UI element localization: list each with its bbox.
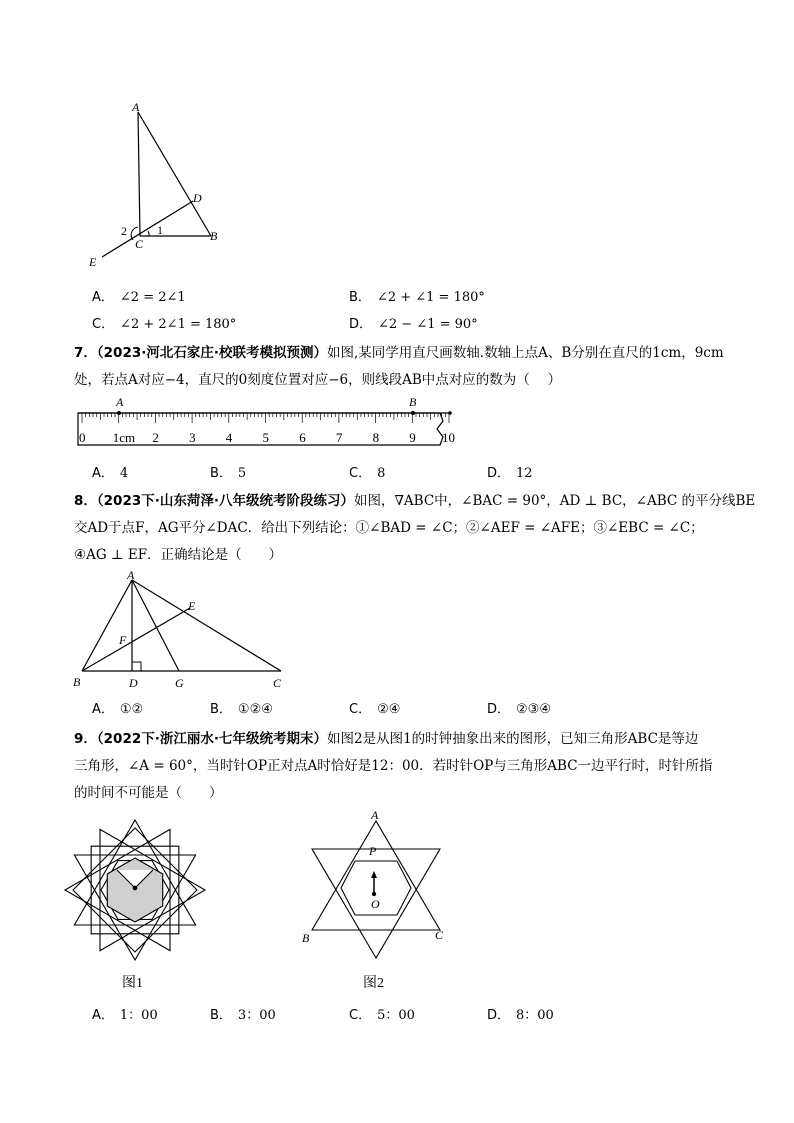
option-letter: B． bbox=[210, 466, 232, 481]
q8-number: 8． bbox=[74, 493, 97, 509]
q8-option-c[interactable] bbox=[349, 698, 400, 717]
option-text: ∠2 = 2∠1 bbox=[119, 290, 186, 305]
q7-source: （2023·河北石家庄·校联考模拟预测） bbox=[96, 345, 327, 361]
ruler-number: 9 bbox=[409, 430, 416, 445]
option-text: 5：00 bbox=[377, 1008, 415, 1023]
option-letter: D． bbox=[487, 466, 511, 481]
option-text: 3：00 bbox=[237, 1008, 276, 1023]
ruler-number: 3 bbox=[189, 430, 196, 445]
q7-option-a[interactable] bbox=[92, 462, 128, 481]
option-letter: A． bbox=[92, 466, 114, 481]
option-letter: A． bbox=[92, 1008, 114, 1023]
option-text: 4 bbox=[119, 466, 129, 481]
option-letter: B． bbox=[349, 290, 371, 305]
option-letter: A． bbox=[92, 290, 114, 305]
angle-2-label: 2 bbox=[121, 224, 127, 238]
option-text: ②④ bbox=[377, 702, 401, 717]
label-B: B bbox=[302, 931, 310, 945]
q6-option-b[interactable] bbox=[349, 286, 485, 305]
q8-option-d[interactable] bbox=[487, 698, 551, 717]
q8-option-a[interactable] bbox=[92, 698, 143, 717]
q9-option-c[interactable] bbox=[349, 1004, 415, 1023]
option-letter: C． bbox=[349, 466, 372, 481]
label-C: C bbox=[135, 237, 144, 251]
label-G: G bbox=[175, 676, 184, 690]
q8-source: （2023下·山东菏泽·八年级统考阶段练习） bbox=[96, 493, 354, 509]
q8-option-b[interactable] bbox=[210, 698, 273, 717]
option-letter: D． bbox=[349, 317, 373, 332]
ruler-number: 10 bbox=[442, 430, 455, 445]
label-B: B bbox=[210, 229, 218, 243]
option-text: ∠2 + 2∠1 = 180° bbox=[120, 317, 237, 332]
q9-text-line2: 三角形，∠A = 60°，当时针OP正对点A时恰好是12：00．若时针OP与三角形ABC一边平行时，时针所指 bbox=[74, 758, 713, 774]
q6-option-d[interactable] bbox=[349, 313, 478, 332]
option-text: 12 bbox=[516, 466, 533, 481]
option-letter: B． bbox=[210, 702, 232, 717]
ruler-number: 5 bbox=[262, 430, 269, 445]
label-B: B bbox=[73, 675, 81, 689]
q9-number: 9． bbox=[74, 731, 97, 747]
label-C: C bbox=[435, 928, 444, 942]
q8-text-line3: ④AG ⊥ EF．正确结论是（ ） bbox=[74, 547, 283, 563]
label-D: D bbox=[193, 191, 202, 205]
q7-option-d[interactable] bbox=[487, 462, 533, 481]
label-D: D bbox=[129, 676, 138, 690]
label-E: E bbox=[89, 255, 97, 269]
clock-center bbox=[133, 886, 137, 890]
ruler-number: 4 bbox=[225, 430, 233, 445]
q9-source: （2022下·浙江丽水·七年级统考期末） bbox=[96, 731, 327, 747]
option-text: 5 bbox=[237, 466, 247, 481]
ruler-number: 8 bbox=[372, 430, 380, 445]
q6-figure bbox=[80, 95, 230, 275]
option-letter: D． bbox=[487, 1008, 511, 1023]
label-A: A bbox=[127, 568, 135, 582]
ruler-number: 6 bbox=[299, 430, 306, 445]
option-text: 8 bbox=[377, 466, 386, 481]
q6-option-a[interactable] bbox=[92, 286, 186, 305]
option-letter: C． bbox=[92, 317, 115, 332]
option-text: 8：00 bbox=[516, 1008, 554, 1023]
ruler-number: 2 bbox=[152, 430, 159, 445]
option-text: ②③④ bbox=[516, 702, 551, 717]
q7-text-line1 bbox=[74, 341, 724, 361]
option-text: ∠2 + ∠1 = 180° bbox=[376, 290, 485, 305]
option-text: ∠2 − ∠1 = 90° bbox=[378, 317, 478, 332]
q7-ruler bbox=[72, 393, 455, 453]
q9-figure2 bbox=[298, 805, 458, 955]
q6-option-c[interactable] bbox=[92, 313, 236, 332]
option-letter: C． bbox=[349, 1008, 372, 1023]
q9-option-d[interactable] bbox=[487, 1004, 554, 1023]
option-text: 1：00 bbox=[119, 1008, 158, 1023]
label-F: F bbox=[119, 633, 127, 647]
label-A: A bbox=[132, 100, 140, 114]
q9-option-a[interactable] bbox=[92, 1004, 158, 1023]
label-E: E bbox=[188, 599, 196, 613]
q8-text-line1 bbox=[74, 489, 755, 509]
label-P: P bbox=[369, 844, 377, 858]
ruler-number: 0 bbox=[79, 430, 86, 445]
q8-stem-1: 如图，∇ABC中，∠BAC = 90°，AD ⊥ BC，∠ABC 的平分线BE bbox=[354, 493, 756, 509]
option-text: ①②④ bbox=[237, 702, 273, 717]
label-O: O bbox=[371, 897, 380, 911]
q9-stem-1: 如图2是从图1的时钟抽象出来的图形，已知三角形ABC是等边 bbox=[327, 731, 699, 747]
q7-stem-1: 如图,某同学用直尺画数轴.数轴上点A、B分别在直尺的1cm，9cm bbox=[327, 345, 724, 361]
figure2-caption: 图2 bbox=[363, 976, 384, 991]
q9-text-line3: 的时间不可能是（ ） bbox=[74, 785, 223, 801]
q9-option-b[interactable] bbox=[210, 1004, 276, 1023]
label-C: C bbox=[273, 676, 282, 690]
ruler-number: 7 bbox=[335, 430, 343, 445]
figure1-caption: 图1 bbox=[122, 976, 143, 991]
ruler-number: 1cm bbox=[112, 430, 136, 445]
ruler-label-B: B bbox=[409, 395, 417, 409]
option-text: ①② bbox=[119, 702, 144, 717]
angle-1-label: 1 bbox=[157, 223, 163, 237]
option-letter: C． bbox=[349, 702, 372, 717]
label-A: A bbox=[371, 808, 379, 822]
option-letter: B． bbox=[210, 1008, 232, 1023]
q7-option-c[interactable] bbox=[349, 462, 385, 481]
option-letter: D． bbox=[487, 702, 511, 717]
q9-figure1-clock bbox=[68, 815, 202, 965]
q7-text-line2: 处，若点A对应−4，直尺的0刻度位置对应−6，则线段AB中点对应的数为（ ） bbox=[74, 372, 562, 388]
q8-text-line2: 交AD于点F，AG平分∠DAC．给出下列结论：①∠BAD = ∠C；②∠AEF = ∠AFE；③∠EBC = ∠C； bbox=[74, 520, 704, 536]
q8-figure bbox=[68, 563, 293, 693]
ruler-label-A: A bbox=[116, 395, 124, 409]
q7-number: 7． bbox=[74, 345, 97, 361]
option-letter: A． bbox=[92, 702, 114, 717]
q9-text-line1 bbox=[74, 727, 698, 747]
q7-option-b[interactable] bbox=[210, 462, 246, 481]
